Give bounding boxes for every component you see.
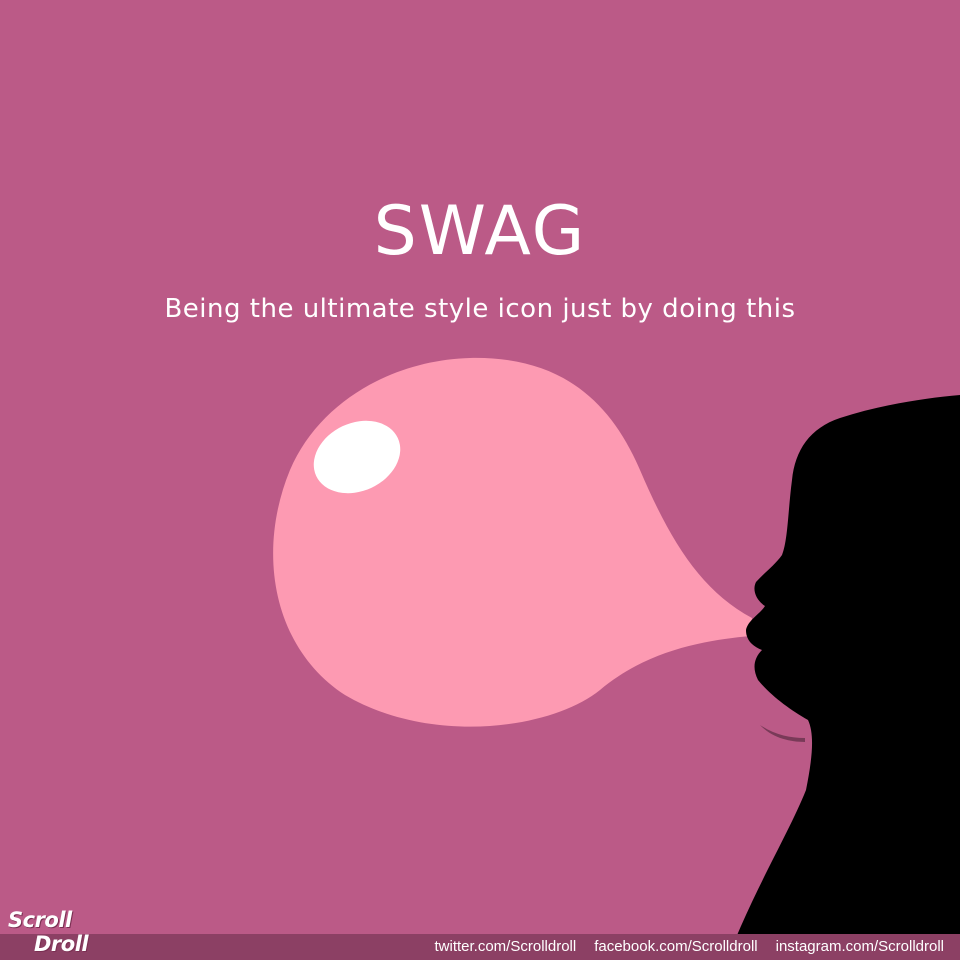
twitter-link[interactable]: twitter.com/Scrolldroll <box>434 938 577 955</box>
scrolldroll-logo[interactable] <box>8 908 88 956</box>
footer-links <box>435 937 945 957</box>
logo-line-1: Scroll <box>8 908 72 932</box>
page-title: SWAG <box>373 192 587 271</box>
person-silhouette-icon <box>735 395 960 940</box>
facebook-link[interactable]: facebook.com/Scrolldroll <box>594 938 758 955</box>
subtitle: Being the ultimate style icon just by doing this <box>164 294 796 324</box>
bubble-gum-illustration <box>273 358 752 727</box>
chin-shadow <box>760 725 805 742</box>
instagram-link[interactable]: instagram.com/Scrolldroll <box>775 938 944 955</box>
logo-line-2: Droll <box>34 932 89 956</box>
